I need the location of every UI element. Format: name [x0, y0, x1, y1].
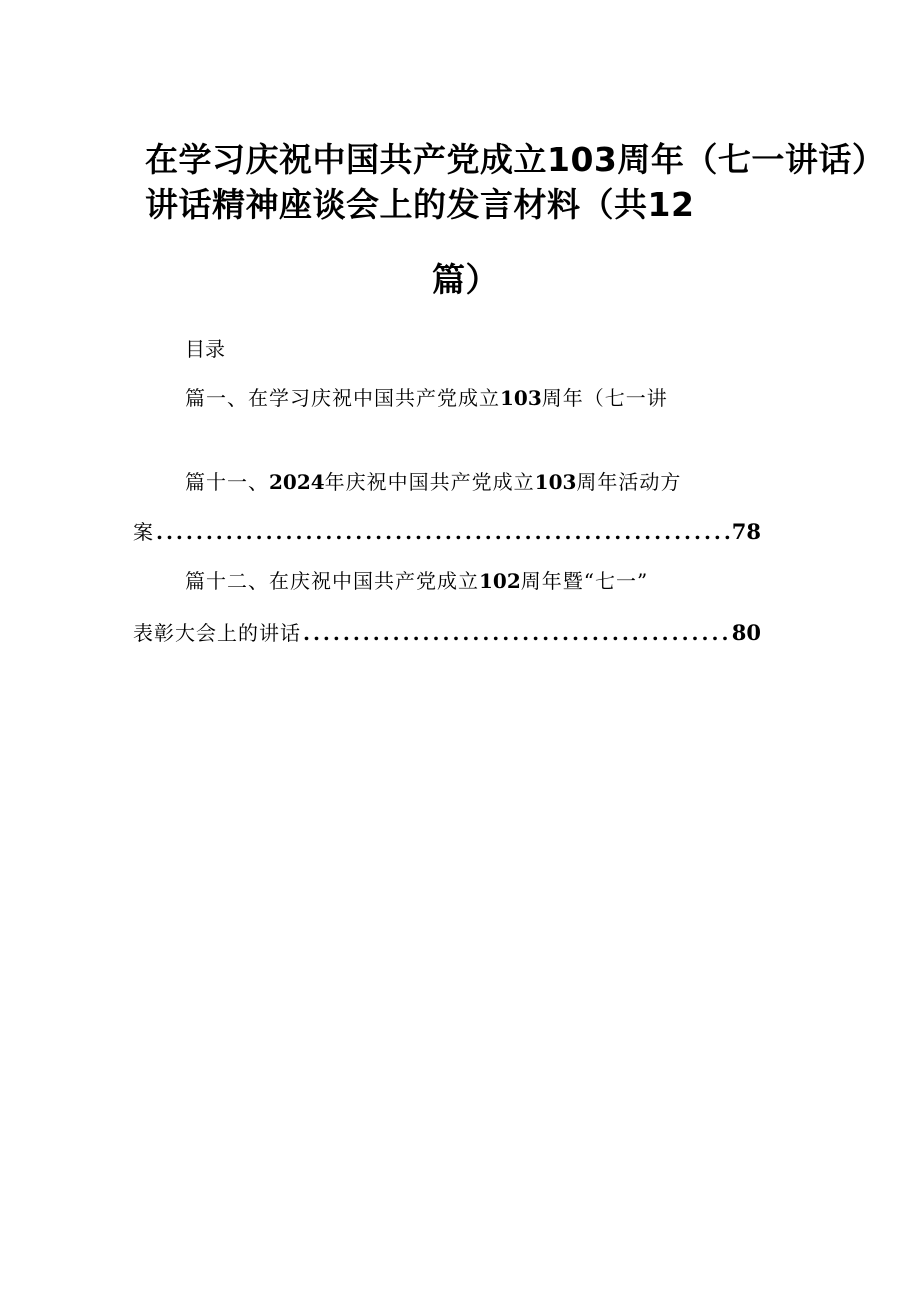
toc-entry-1-suffix: 周年（七一讲	[541, 386, 668, 410]
toc-entry-11-continuation-row[interactable]	[133, 519, 761, 545]
toc-entry-12-continuation-row[interactable]	[133, 620, 761, 646]
title-line-3: 篇）	[432, 260, 499, 299]
toc-entry-11-number: 103	[534, 470, 577, 494]
toc-entry-11-year: 2024	[269, 470, 325, 494]
toc-entry-12-page: 80	[731, 620, 761, 645]
toc-entry-11-page: 78	[731, 519, 761, 544]
toc-entry-12[interactable]	[185, 568, 648, 594]
toc-entry-11[interactable]	[185, 469, 681, 495]
title-line-1: 在学习庆祝中国共产党成立103周年（七一讲话）	[145, 140, 886, 179]
toc-entry-12-continuation: 表彰大会上的讲话	[133, 621, 301, 645]
title-line-2: 讲话精神座谈会上的发言材料（共12	[145, 185, 695, 224]
toc-dot-leader	[303, 620, 730, 646]
toc-entry-11-prefix: 篇十一、	[185, 470, 269, 494]
toc-heading: 目录	[185, 337, 225, 361]
toc-entry-1-prefix: 篇一、在学习庆祝中国共产党成立	[185, 386, 500, 410]
toc-entry-11-suffix: 周年活动方	[576, 470, 682, 494]
toc-dot-leader	[156, 519, 730, 545]
toc-entry-1[interactable]	[185, 385, 668, 411]
toc-entry-1-number: 103	[500, 386, 542, 410]
toc-entry-12-suffix: 周年暨“七一”	[520, 569, 649, 593]
toc-entry-12-number: 102	[479, 569, 521, 593]
toc-entry-12-prefix: 篇十二、在庆祝中国共产党成立	[185, 569, 479, 593]
toc-entry-11-continuation: 案	[133, 520, 154, 544]
toc-entry-11-middle: 年庆祝中国共产党成立	[324, 470, 535, 494]
